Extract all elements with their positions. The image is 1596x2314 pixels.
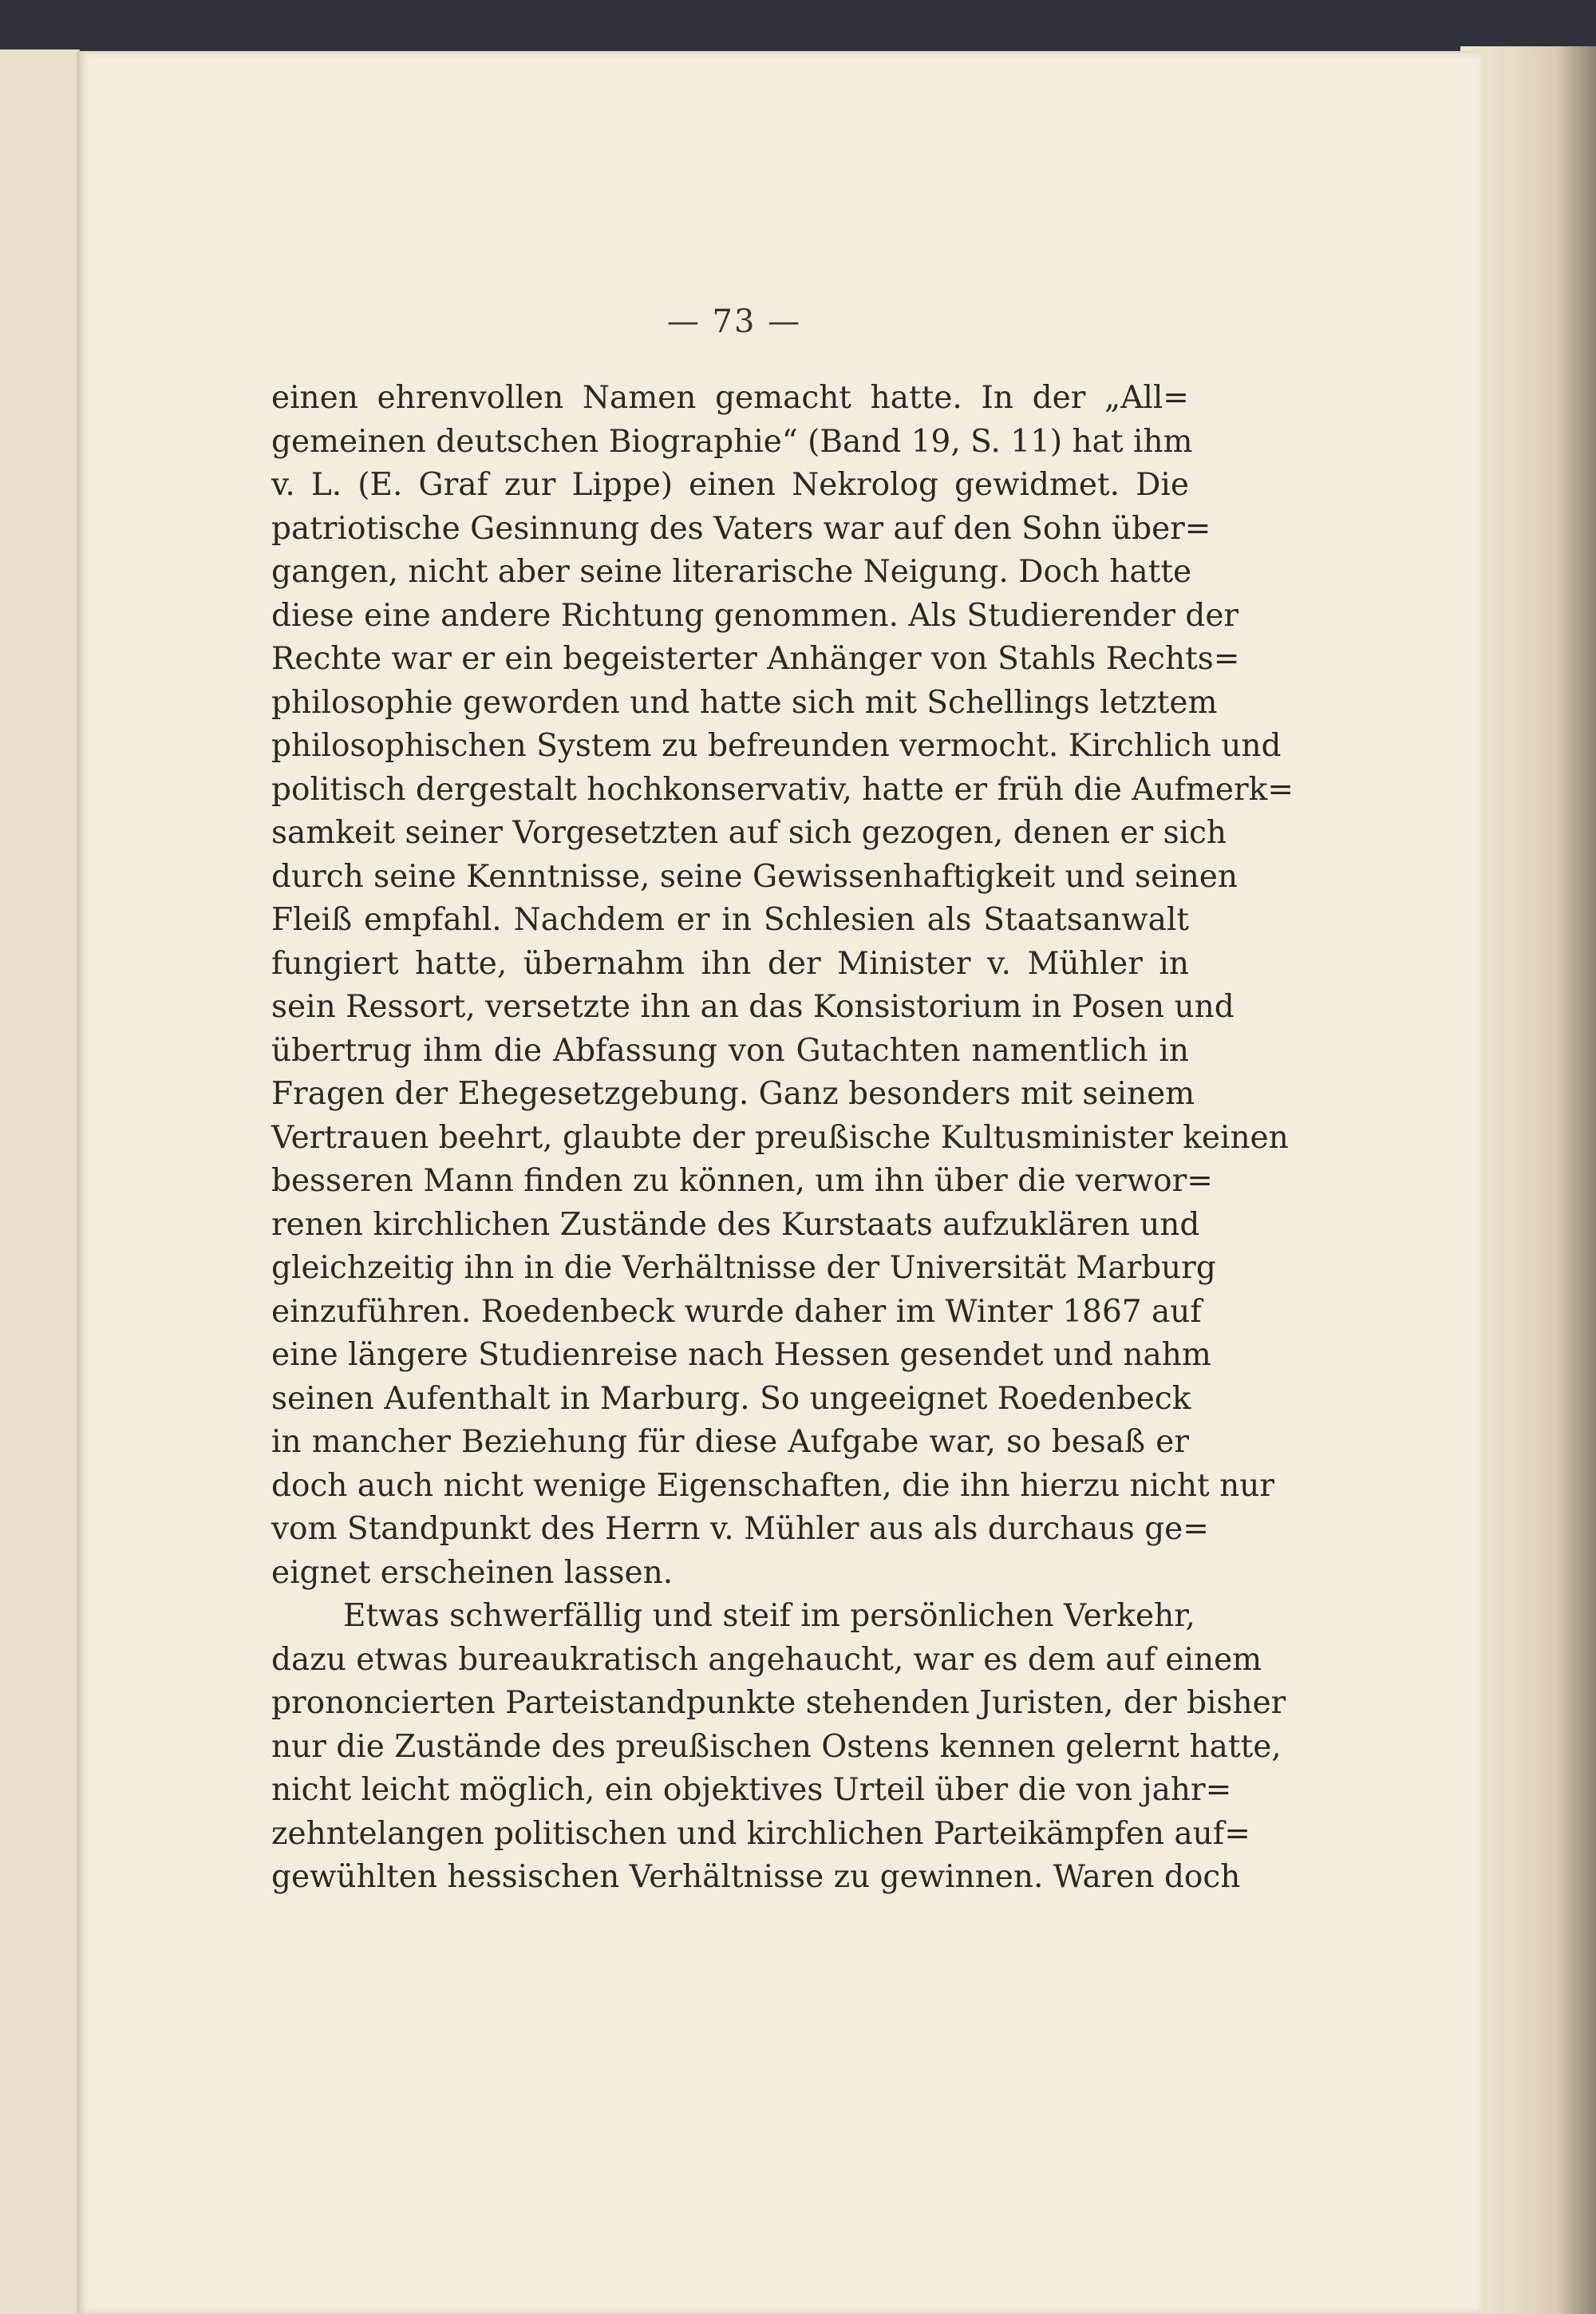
text-line: nur die Zustände des preußischen Ostens kennen gelernt hatte,	[271, 1728, 1282, 1765]
text-line: prononcierten Parteistandpunkte stehenden Juristen, der bisher	[271, 1685, 1286, 1721]
text-line: politisch dergestalt hochkonservativ, hatte er früh die Aufmerk=	[271, 771, 1294, 808]
text-line: Rechte war er ein begeisterter Anhänger von Stahls Rechts=	[271, 641, 1240, 677]
text-line: gemeinen deutschen Biographie“ (Band 19, S. 11) hat ihm	[271, 423, 1193, 460]
text-line: gangen, nicht aber seine literarische Neigung. Doch hatte	[271, 554, 1192, 590]
text-line: v. L. (E. Graf zur Lippe) einen Nekrolog gewidmet. Die	[271, 467, 1189, 503]
text-line: in mancher Beziehung für diese Aufgabe war, so besaß er	[271, 1424, 1189, 1460]
text-line: philosophischen System zu befreunden vermocht. Kirchlich und	[271, 728, 1282, 764]
text-line: einzuführen. Roedenbeck wurde daher im Winter 1867 auf	[271, 1293, 1202, 1330]
text-line: besseren Mann finden zu können, um ihn über die verwor=	[271, 1163, 1213, 1199]
text-line: zehntelangen politischen und kirchlichen Parteikämpfen auf=	[271, 1815, 1250, 1852]
text-line: doch auch nicht wenige Eigenschaften, die ihn hierzu nicht nur	[271, 1467, 1274, 1504]
body-text	[271, 377, 1294, 1900]
scan-background	[0, 0, 1596, 57]
text-line: einen ehrenvollen Namen gemacht hatte. In der „All=	[271, 380, 1189, 416]
text-line: gleichzeitig ihn in die Verhältnisse der Universität Marburg	[271, 1250, 1216, 1286]
text-line: philosophie geworden und hatte sich mit Schellings letztem	[271, 684, 1218, 721]
text-line: eine längere Studienreise nach Hessen gesendet und nahm	[271, 1337, 1211, 1373]
book-gutter	[77, 51, 80, 2314]
text-line: Etwas schwerfällig und steif im persönlichen Verkehr,	[343, 1598, 1195, 1634]
text-line: gewühlten hessischen Verhältnisse zu gewinnen. Waren doch	[271, 1859, 1241, 1895]
text-line: übertrug ihm die Abfassung von Gutachten namentlich in	[271, 1032, 1189, 1069]
text-line: vom Standpunkt des Herrn v. Mühler aus als durchaus ge=	[271, 1511, 1209, 1547]
text-line: sein Ressort, versetzte ihn an das Konsistorium in Posen und	[271, 989, 1235, 1025]
text-line: durch seine Kenntnisse, seine Gewissenhaftigkeit und seinen	[271, 858, 1238, 895]
text-line: eignet erscheinen lassen.	[271, 1554, 674, 1591]
text-line: nicht leicht möglich, ein objektives Urteil über die von jahr=	[271, 1772, 1232, 1808]
text-line: dazu etwas bureaukratisch angehaucht, war es dem auf einem	[271, 1641, 1262, 1678]
text-line: samkeit seiner Vorgesetzten auf sich gezogen, denen er sich	[271, 815, 1227, 851]
text-line: diese eine andere Richtung genommen. Als Studierender der	[271, 597, 1239, 634]
text-line: renen kirchlichen Zustände des Kurstaats aufzuklären und	[271, 1206, 1200, 1243]
text-line: patriotische Gesinnung des Vaters war auf den Sohn über=	[271, 510, 1211, 547]
page-number: — 73 —	[666, 303, 802, 340]
text-line: Fleiß empfahl. Nachdem er in Schlesien als Staatsanwalt	[271, 902, 1189, 938]
text-line: Fragen der Ehegesetzgebung. Ganz besonders mit seinem	[271, 1076, 1195, 1112]
text-line: Vertrauen beehrt, glaubte der preußische Kultusminister keinen	[271, 1119, 1289, 1156]
text-line: fungiert hatte, übernahm ihn der Minister v. Mühler in	[271, 945, 1189, 982]
facing-page-edge	[0, 49, 80, 2314]
text-line: seinen Aufenthalt in Marburg. So ungeeignet Roedenbeck	[271, 1380, 1191, 1417]
